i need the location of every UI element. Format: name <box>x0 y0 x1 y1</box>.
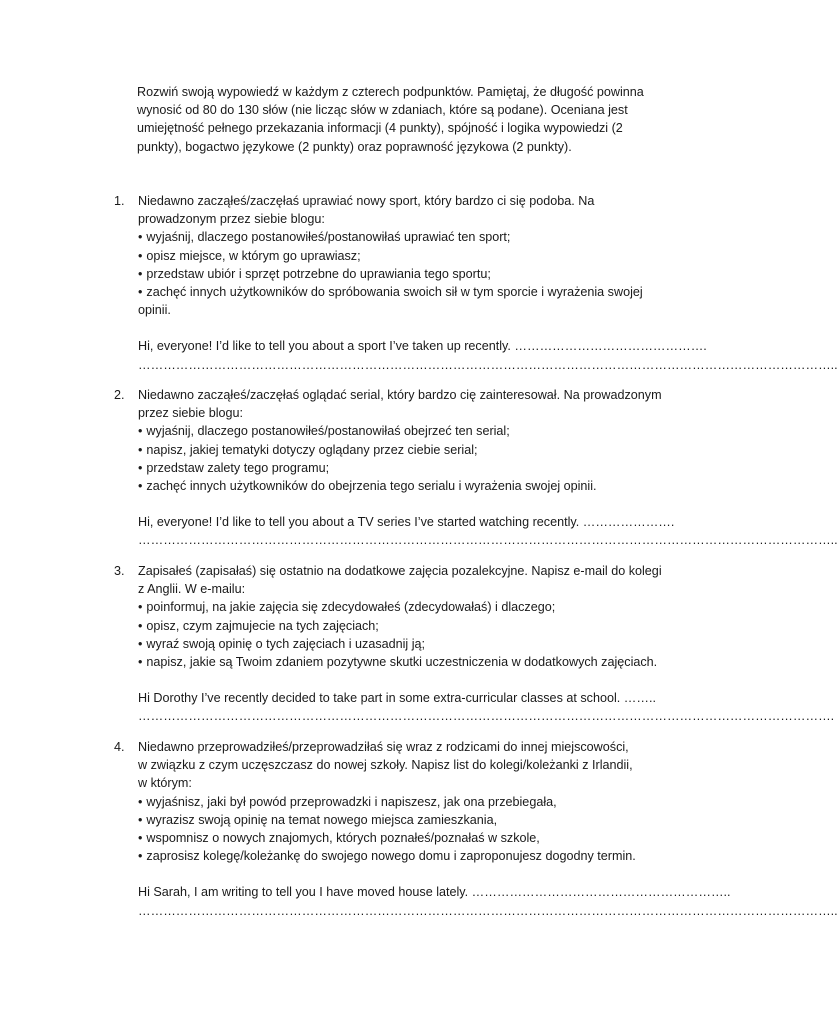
task-prompt-line: Niedawno przeprowadziłeś/przeprowadziłaś się wraz z rodzicami do innej miejscowości, <box>138 740 629 754</box>
answer-starter: Hi Dorothy I’ve recently decided to take part in some extra-curricular classes at school. …….. <box>138 691 656 706</box>
task-2 <box>114 386 838 550</box>
answer-dotted-line: …………………………………………………………………………………………………………………………………………………. <box>138 709 835 724</box>
answer-dotted-line: ………………………………………………………………………………………………………………………………………………….. <box>138 903 838 918</box>
task-number: 1. <box>114 194 125 208</box>
task-bullet: • zachęć innych użytkowników do obejrzenia tego serialu i wyrażenia swojej opinii. <box>138 477 678 495</box>
task-prompt-line: prowadzonym przez siebie blogu: <box>138 212 325 227</box>
answer-dotted-line: ………………………………………………………………………………………………………………………………………………….. <box>138 357 838 372</box>
instructions-line: punkty), bogactwo językowe (2 punkty) oraz poprawność językowa (2 punkty). <box>137 139 572 154</box>
task-bullet: • przedstaw zalety tego programu; <box>138 459 678 477</box>
answer-starter: Hi, everyone! I’d like to tell you about a TV series I’ve started watching recently. …………………. <box>138 515 675 530</box>
task-bullet: • napisz, jakiej tematyki dotyczy oglądany przez ciebie serial; <box>138 441 678 459</box>
task-prompt-line: Niedawno zacząłeś/zaczęłaś oglądać serial, który bardzo cię zainteresował. Na prowadzonym <box>138 388 662 402</box>
task-prompt-line: w związku z czym uczęszczasz do nowej szkoły. Napisz list do kolegi/koleżanki z Irlandii, <box>138 758 633 773</box>
task-prompt-line: z Anglii. W e-mailu: <box>138 582 246 597</box>
task-number: 4. <box>114 740 125 754</box>
task-bullet: • wyjaśnij, dlaczego postanowiłeś/postanowiłaś uprawiać ten sport; <box>138 228 678 246</box>
instructions-line: umiejętność pełnego przekazania informacji (4 punkty), spójność i logika wypowiedzi (2 <box>137 121 623 136</box>
task-prompt-line: w którym: <box>138 776 192 791</box>
task-bullet: • wyrazisz swoją opinię na temat nowego miejsca zamieszkania, <box>138 811 678 829</box>
answer-starter: Hi, everyone! I’d like to tell you about a sport I’ve taken up recently. ………………………………………. <box>138 339 707 354</box>
task-bullet: • napisz, jakie są Twoim zdaniem pozytywne skutki uczestniczenia w dodatkowych zajęciach. <box>138 653 678 671</box>
instructions-line: wynosić od 80 do 130 słów (nie licząc słów w zdaniach, które są podane). Oceniana jest <box>137 103 628 118</box>
task-bullet: • opisz, czym zajmujecie na tych zajęciach; <box>138 617 678 635</box>
task-bullet: • wyraź swoją opinię o tych zajęciach i uzasadnij ją; <box>138 635 678 653</box>
task-bullet: • opisz miejsce, w którym go uprawiasz; <box>138 247 678 265</box>
task-bullet-continuation: opinii. <box>138 303 171 318</box>
task-bullet: • wspomnisz o nowych znajomych, których poznałeś/poznałaś w szkole, <box>138 829 678 847</box>
task-1 <box>114 192 838 374</box>
task-bullet: • wyjaśnij, dlaczego postanowiłeś/postanowiłaś obejrzeć ten serial; <box>138 422 678 440</box>
task-bullet: • wyjaśnisz, jaki był powód przeprowadzki i napiszesz, jak ona przebiegała, <box>138 793 678 811</box>
task-bullet: • zaprosisz kolegę/koleżankę do swojego nowego domu i zaproponujesz dogodny termin. <box>138 847 678 865</box>
task-number: 3. <box>114 564 125 578</box>
instructions-line: Rozwiń swoją wypowiedź w każdym z czterech podpunktów. Pamiętaj, że długość powinna <box>137 85 644 99</box>
task-prompt-line: przez siebie blogu: <box>138 406 244 421</box>
answer-dotted-line: ………………………………………………………………………………………………………………………………………………….. <box>138 533 838 548</box>
task-bullet: • zachęć innych użytkowników do spróbowania swoich sił w tym sporcie i wyrażenia swojej <box>138 283 678 301</box>
answer-starter: Hi Sarah, I am writing to tell you I have moved house lately. …………………………………………………….. <box>138 885 731 900</box>
instructions-paragraph <box>137 83 677 156</box>
task-number: 2. <box>114 388 125 402</box>
task-4 <box>114 738 838 920</box>
task-bullet: • przedstaw ubiór i sprzęt potrzebne do uprawiania tego sportu; <box>138 265 678 283</box>
task-prompt-line: Zapisałeś (zapisałaś) się ostatnio na dodatkowe zajęcia pozalekcyjne. Napisz e-mail do kolegi <box>138 564 662 578</box>
task-bullet: • poinformuj, na jakie zajęcia się zdecydowałeś (zdecydowałaś) i dlaczego; <box>138 598 678 616</box>
task-prompt-line: Niedawno zacząłeś/zaczęłaś uprawiać nowy sport, który bardzo ci się podoba. Na <box>138 194 595 208</box>
task-3 <box>114 562 835 726</box>
